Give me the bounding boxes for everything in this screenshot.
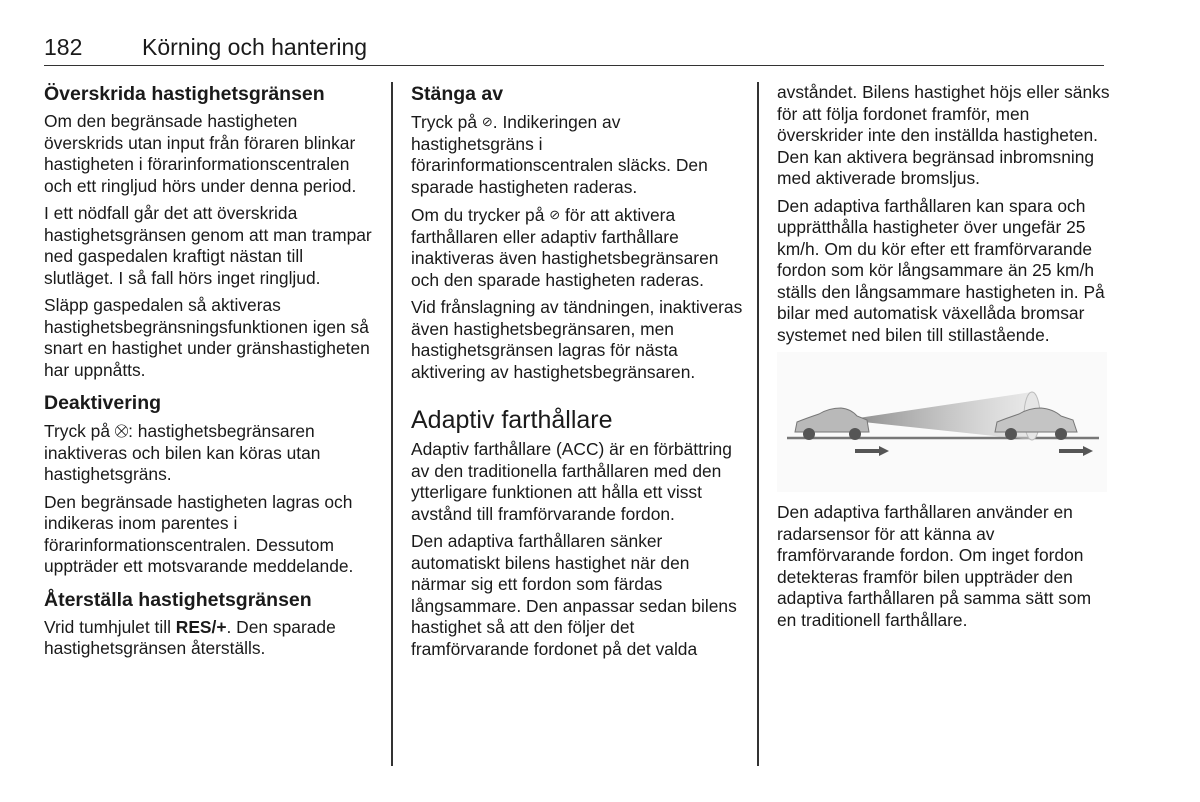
section-heading: Överskrida hastighetsgränsen (44, 83, 325, 105)
column-2 (411, 82, 745, 666)
paragraph: Tryck på ⛒: hastighetsbegränsaren inaktiveras och bilen kan köras utan hastighetsgräns. (44, 421, 321, 484)
paragraph: Den adaptiva farthållaren sänker automatiskt bilens hastighet när den närmar sig ett fordon som färdas långsammare. Den anpassar sedan bilens hastighet så att den följer det framförvarande fordonet på det valda (411, 531, 737, 659)
column-3 (777, 82, 1110, 637)
page-header (44, 34, 1104, 66)
chapter-title: Körning och hantering (142, 34, 368, 60)
paragraph: Adaptiv farthållare (ACC) är en förbättring av den traditionella farthållaren med den ytterligare funktionen att hålla ett visst avstånd till framförvarande fordon. (411, 439, 732, 524)
paragraph: Den begränsade hastigheten lagras och indikeras inom parentes i förarinformationscentralen. Dessutom uppträder ett motsvarande meddelande. (44, 491, 354, 576)
paragraph: Vid frånslagning av tändningen, inaktiveras även hastighetsbegränsaren, men hastighetsgränsen lagras för nästa aktivering av hastighetsbegränsaren. (411, 297, 743, 382)
radar-beam (845, 392, 1032, 440)
paragraph: Om den begränsade hastigheten överskrids utan input från föraren blinkar hastigheten i förarinformationscentralen och ett ringljud hörs under denna period. (44, 111, 357, 196)
direction-arrow-icon (1059, 446, 1093, 456)
section-heading: Deaktivering (44, 392, 162, 414)
paragraph: Om du trycker på ⊘ för att aktivera farthållaren eller adaptiv farthållare inaktiveras även hastighetsbegränsaren och den sparade hastigheten raderas. (411, 205, 719, 290)
column-1 (44, 82, 376, 666)
own-car-icon (795, 408, 869, 440)
paragraph: Tryck på ⊘. Indikeringen av hastighetsgräns i förarinformationscentralen släcks. Den sparade hastigheten raderas. (411, 112, 708, 197)
res-plus-label: RES/+ (175, 616, 227, 637)
chapter-section-title: Adaptiv farthållare (411, 406, 613, 434)
direction-arrow-icon (855, 446, 889, 456)
paragraph: Den adaptiva farthållaren använder en radarsensor för att känna av framförvarande fordon. Om inget fordon detekteras framför bilen uppträder den adaptiva farthållaren på samma sätt som en traditionell farthållare. (777, 502, 1092, 630)
section-heading: Återställa hastighetsgränsen (44, 588, 312, 611)
paragraph: Släpp gaspedalen så aktiveras hastighetsbegränsningsfunktionen igen så snart en hastighet under gränshastigheten har uppnåtts. (44, 295, 370, 380)
column-divider (391, 82, 393, 766)
column-divider (757, 82, 759, 766)
page-number: 182 (44, 34, 83, 60)
cancel-icon: ⊘ (481, 114, 493, 129)
section-heading: Stänga av (411, 83, 504, 105)
cruise-control-icon: ⊘ (549, 207, 561, 222)
acc-illustration (777, 352, 1107, 492)
paragraph: avståndet. Bilens hastighet höjs eller sänks för att följa fordonet framför, men överskrider inte den inställda hastigheten. Den kan aktivera begränsad inbromsning med aktiverade bromsljus. (777, 82, 1110, 188)
paragraph: I ett nödfall går det att överskrida hastighetsgränsen genom att man trampar ned gaspedalen kraftigt nästan till slutläget. I så fall hörs inget ringljud. (44, 203, 372, 288)
paragraph: Vrid tumhjulet till RES/+. Den sparade hastighetsgränsen återställs. (44, 616, 336, 658)
speed-limiter-icon: ⛒ (114, 423, 129, 438)
paragraph: Den adaptiva farthållaren kan spara och upprätthålla hastigheter över ungefär 25 km/h. Om du kör efter ett framförvarande fordon som kör långsammare än 25 km/h ställs den långsammare hastigheten in. På bilar med automatisk växellåda bromsar systemet ned bilen till stillastående. (777, 195, 1105, 345)
